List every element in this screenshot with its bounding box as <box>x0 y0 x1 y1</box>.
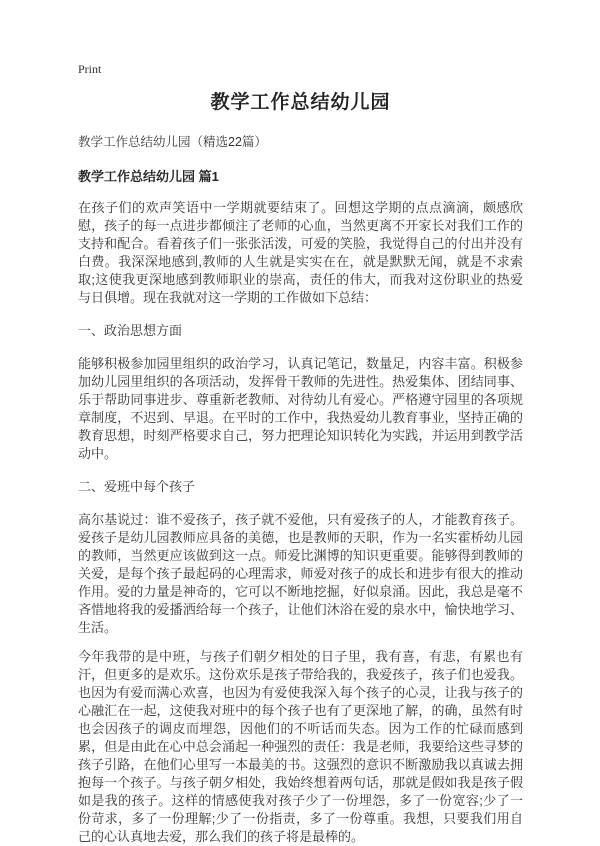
print-label[interactable]: Print <box>78 62 102 76</box>
section-heading: 教学工作总结幼儿园 篇1 <box>78 169 219 184</box>
paragraph: 能够积极参加园里组织的政治学习，认真记笔记，数量足，内容丰富。积极参加幼儿园里组织的各项活动，发挥骨干教师的先进性。热爱集体、团结同事、乐于帮助同事进步、尊重新老教师、对待幼儿有爱心。严格遵守园里的各项规章制度，不迟到、早退。在平时的工作中，我热爱幼儿教育事业，坚持正确的教育思想，时刻严格要求自己，努力把理论知识转化为实践，并运用到教学活动中。 <box>78 356 523 461</box>
doc-subtitle: 教学工作总结幼儿园（精选22篇） <box>78 135 267 149</box>
sub-heading: 二、爱班中每个孩子 <box>78 479 196 494</box>
document-body <box>78 199 523 846</box>
page-title: 教学工作总结幼儿园 <box>210 92 391 113</box>
paragraph: 今年我带的是中班，与孩子们朝夕相处的日子里，我有喜，有悲，有累也有汗，但更多的是欢乐。这份欢乐是孩子带给我的，我爱孩子，孩子们也爱我。也因为有爱而满心欢喜，也因为有爱使我深入每个孩子的心灵，让我与孩子的心融汇在一起，这使我对班中的每个孩子也有了更深地了解，的确，虽然有时也会因孩子的调皮而埋怨，因他们的不听话而失态。因为工作的忙碌而感到累，但是由此在心中总会涌起一种强烈的责任：我是老师，我要给这些寻梦的孩子引路，在他们心里写一本最美的书。这强烈的意识不断激励我以真诚去拥抱每一个孩子。与孩子朝夕相处，我始终想着两句话，那就是假如我是孩子假如是我的孩子。这样的情感使我对孩子少了一份埋怨，多了一份宽容;少了一份苛求，多了一份理解;少了一份指责，多了一份尊重。我想，只要我们用自己的心认真地去爱，那么我们的孩子将是最棒的。 <box>78 649 523 844</box>
sub-heading: 一、政治思想方面 <box>78 323 183 338</box>
paragraph: 在孩子们的欢声笑语中一学期就要结束了。回想这学期的点点滴滴，颇感欣慰，孩子的每一点进步都倾注了老师的心血，当然更离不开家长对我们工作的支持和配合。看着孩子们一张张活泼，可爱的笑脸，我觉得自己的付出并没有白费。我深深地感到,教师的人生就是实实在在，就是默默无闻，就是不求索取;这使我更深地感到教师职业的崇高，责任的伟大，而我对这份职业的热爱与日俱增。现在我就对这一学期的工作做如下总结： <box>78 200 523 305</box>
paragraph: 高尔基说过：谁不爱孩子，孩子就不爱他，只有爱孩子的人，才能教育孩子。爱孩子是幼儿园教师应具备的美德，也是教师的天职，作为一名实霍桥幼儿园的教师，当然更应该做到这一点。师爱比渊博的知识更重要。能够得到教师的关爱，是每个孩子最起码的心理需求，师爱对孩子的成长和进步有很大的推动作用。爱的力量是神奇的，它可以不断地挖掘，好似泉涌。因此，我总是毫不吝惜地将我的爱播洒给每一个孩子，让他们沐浴在爱的泉水中，愉快地学习、生活。 <box>78 512 523 635</box>
